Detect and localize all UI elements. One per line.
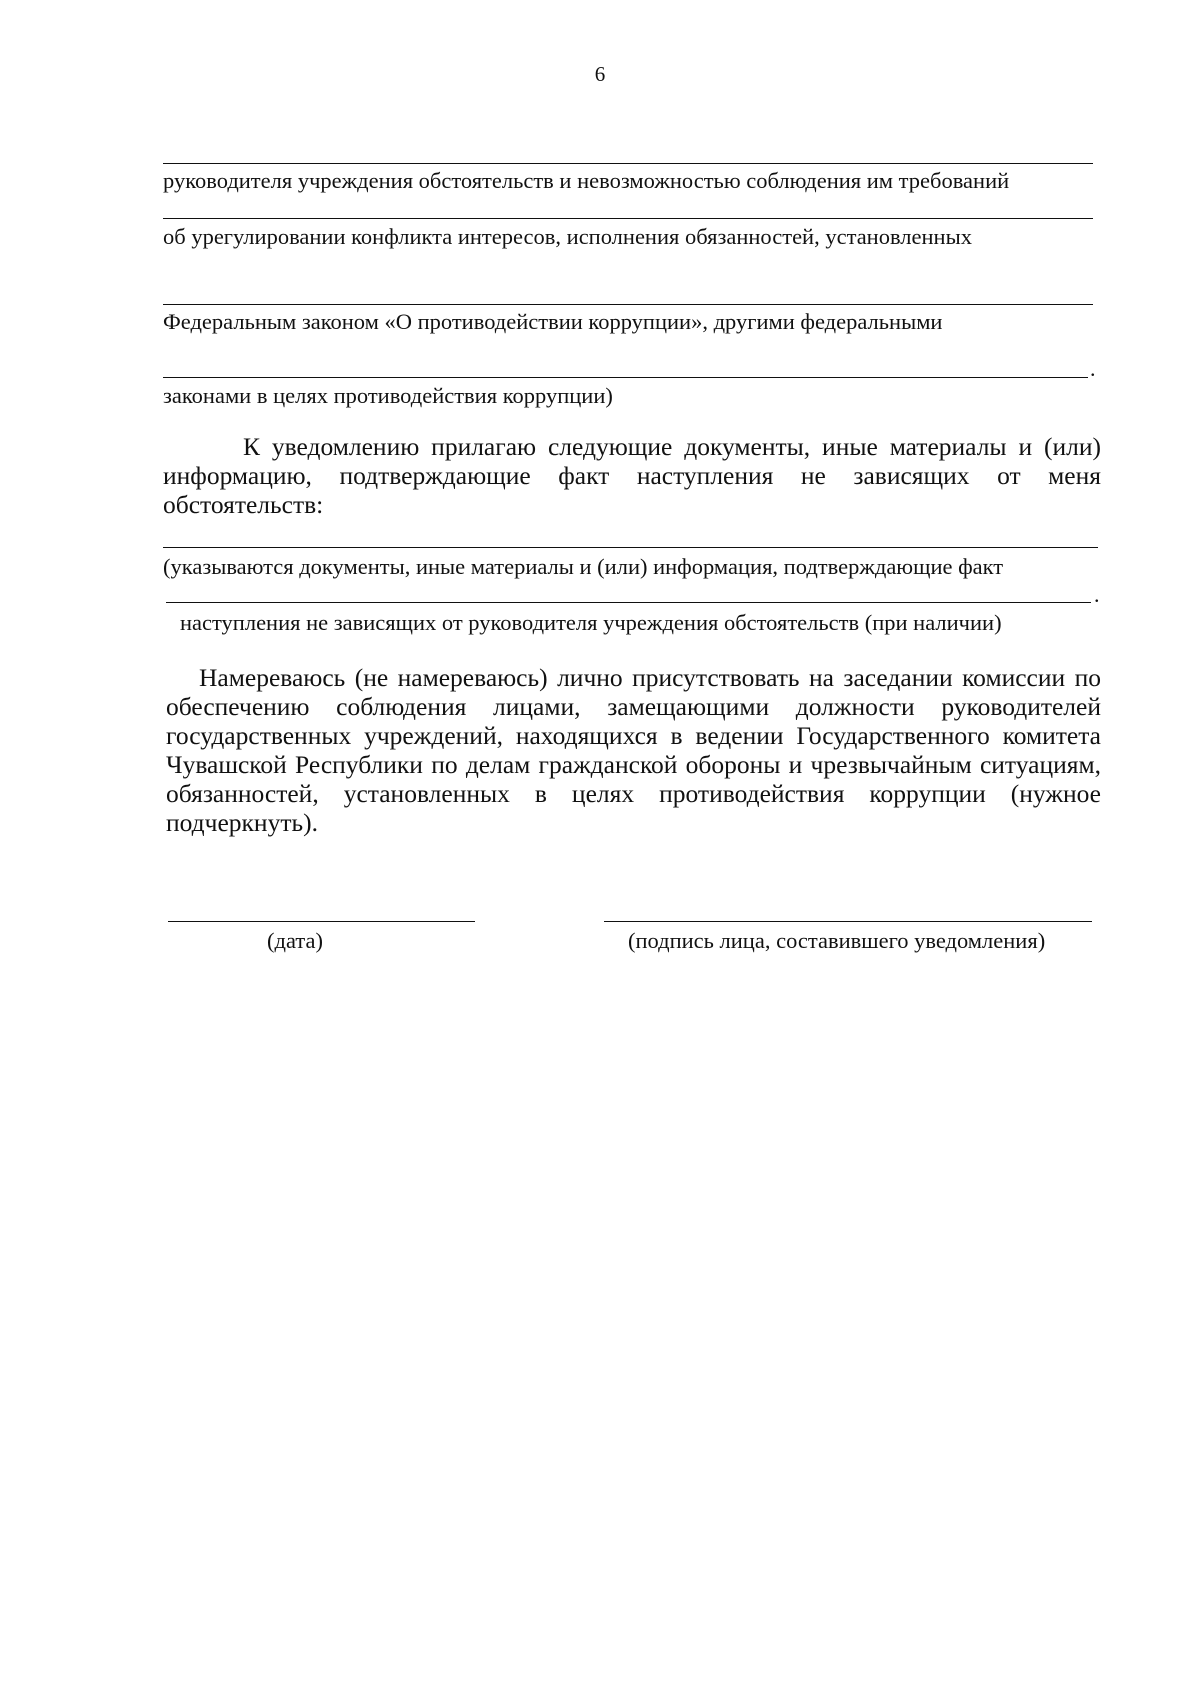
signature-caption: (подпись лица, составившего уведомления) [628, 928, 1046, 953]
signature-line [604, 921, 1092, 922]
line-end-dot: . [1094, 582, 1100, 607]
attachments-caption-2: наступления не зависящих от руководителя учреждения обстоятельств (при наличии) [180, 610, 1002, 635]
fill-line-3 [163, 304, 1093, 305]
attachments-caption-1: (указываются документы, иные материалы и (или) информация, подтверждающие факт [163, 554, 1004, 579]
block1-caption-4: законами в целях противодействия коррупции) [163, 383, 613, 408]
fill-line-2 [163, 218, 1093, 219]
block1-caption-2: об урегулировании конфликта интересов, исполнения обязанностей, установленных [163, 224, 972, 249]
date-caption: (дата) [267, 928, 323, 953]
attachments-paragraph: К уведомлению прилагаю следующие документы, иные материалы и (или) информацию, подтверждающие факт наступления не зависящих от меня обстоятельств: [163, 432, 1101, 519]
date-line [168, 921, 475, 922]
fill-line-4 [163, 377, 1088, 378]
block1-caption-1: руководителя учреждения обстоятельств и невозможностью соблюдения им требований [163, 168, 1010, 193]
page-number: 6 [594, 62, 606, 86]
fill-line-5 [163, 547, 1098, 548]
line-end-dot: . [1090, 356, 1096, 381]
fill-line-6 [166, 602, 1091, 603]
fill-line-1 [163, 163, 1093, 164]
intent-paragraph: Намереваюсь (не намереваюсь) лично присутствовать на заседании комиссии по обеспечению соблюдения лицами, замещающими должности руководителей государственных учреждений, находящихся в ведении Государственного комитета Чувашской Республики по делам гражданской обороны и чрезвычайным ситуациям, обязанностей, установленных в целях противодействия коррупции (нужное подчеркнуть). [166, 663, 1101, 837]
block1-caption-3: Федеральным законом «О противодействии коррупции», другими федеральными [163, 309, 943, 334]
